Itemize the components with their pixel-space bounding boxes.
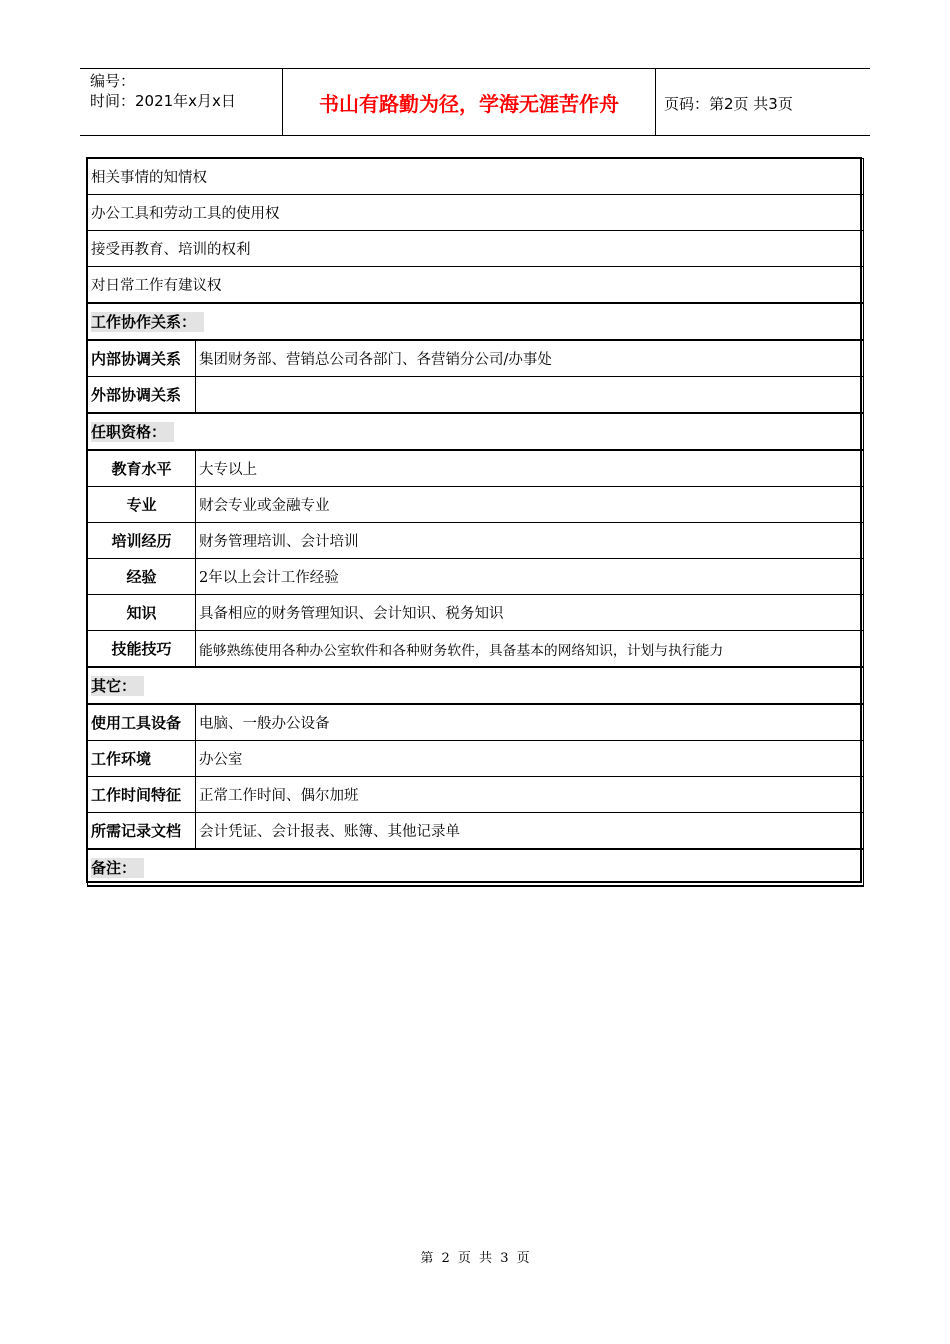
table-row xyxy=(88,631,864,668)
qualification-value: 2年以上会计工作经验 xyxy=(196,559,864,595)
qualification-value: 财会专业或金融专业 xyxy=(196,487,864,523)
table-row xyxy=(88,267,864,304)
qualification-label: 专业 xyxy=(88,487,196,523)
section-row xyxy=(88,413,864,450)
other-label: 工作时间特征 xyxy=(88,777,196,813)
internal-coordination-label: 内部协调关系 xyxy=(88,340,196,377)
other-label: 使用工具设备 xyxy=(88,704,196,741)
other-value: 正常工作时间、偶尔加班 xyxy=(196,777,864,813)
table-row xyxy=(88,195,864,231)
page-header xyxy=(80,68,870,136)
qualification-label: 技能技巧 xyxy=(88,631,196,668)
table-row xyxy=(88,377,864,414)
table-row xyxy=(88,487,864,523)
qualifications-heading: 任职资格： xyxy=(91,422,174,442)
table-row xyxy=(88,595,864,631)
coordination-heading: 工作协作关系： xyxy=(91,312,204,332)
other-heading: 其它： xyxy=(91,676,144,696)
qualification-value: 大专以上 xyxy=(196,450,864,487)
other-value: 会计凭证、会计报表、账簿、其他记录单 xyxy=(196,813,864,850)
job-description-table xyxy=(87,158,864,887)
qualification-label: 培训经历 xyxy=(88,523,196,559)
other-label: 所需记录文档 xyxy=(88,813,196,850)
qualification-value: 能够熟练使用各种办公室软件和各种财务软件，具备基本的网络知识，计划与执行能力 xyxy=(196,631,864,668)
section-row xyxy=(88,303,864,340)
table-row xyxy=(88,777,864,813)
qualification-label: 教育水平 xyxy=(88,450,196,487)
table-row xyxy=(88,450,864,487)
external-coordination-label: 外部协调关系 xyxy=(88,377,196,414)
table-row xyxy=(88,741,864,777)
motto: 书山有路勤为径，学海无涯苦作舟 xyxy=(282,69,656,135)
table-row xyxy=(88,559,864,595)
table-row xyxy=(88,704,864,741)
remarks-heading: 备注： xyxy=(91,858,144,878)
table-row xyxy=(88,813,864,850)
qualification-label: 经验 xyxy=(88,559,196,595)
rights-item: 接受再教育、培训的权利 xyxy=(88,231,864,267)
qualification-value: 具备相应的财务管理知识、会计知识、税务知识 xyxy=(196,595,864,631)
section-row xyxy=(88,667,864,704)
table-row xyxy=(88,340,864,377)
table-row xyxy=(88,523,864,559)
table-row xyxy=(88,231,864,267)
page-indicator: 页码：第2页 共3页 xyxy=(664,95,793,113)
qualification-label: 知识 xyxy=(88,595,196,631)
qualification-value: 财务管理培训、会计培训 xyxy=(196,523,864,559)
external-coordination-value xyxy=(196,377,864,414)
rights-item: 办公工具和劳动工具的使用权 xyxy=(88,195,864,231)
header-meta xyxy=(90,71,236,111)
section-row xyxy=(88,849,864,886)
rights-item: 相关事情的知情权 xyxy=(88,159,864,195)
page-footer: 第 2 页 共 3 页 xyxy=(420,1251,530,1266)
internal-coordination-value: 集团财务部、营销总公司各部门、各营销分公司/办事处 xyxy=(196,340,864,377)
other-label: 工作环境 xyxy=(88,741,196,777)
other-value: 电脑、一般办公设备 xyxy=(196,704,864,741)
number-label: 编号： xyxy=(90,72,136,90)
rights-item: 对日常工作有建议权 xyxy=(88,267,864,304)
date-label: 时间：2021年x月x日 xyxy=(90,92,236,110)
other-value: 办公室 xyxy=(196,741,864,777)
table-row xyxy=(88,159,864,195)
